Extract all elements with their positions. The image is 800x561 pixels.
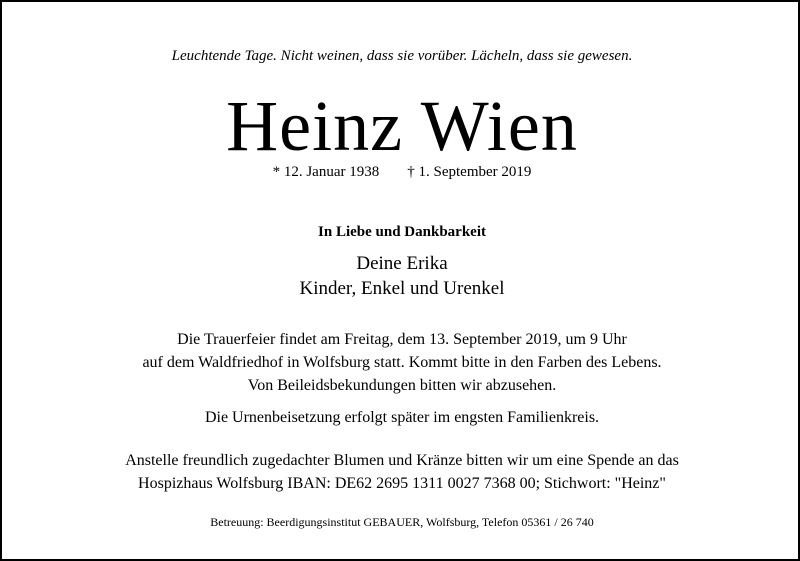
donation-line-2: Hospizhaus Wolfsburg IBAN: DE62 2695 1311 0027 7368 00; Stichwort: "Heinz" [138, 475, 666, 492]
death-date: † 1. September 2019 [407, 164, 532, 180]
donation-line-1: Anstelle freundlich zugedachter Blumen und Kränze bitten wir um eine Spende an das [125, 452, 679, 469]
dedication: In Liebe und Dankbarkeit [318, 224, 486, 240]
ceremony-line-2: auf dem Waldfriedhof in Wolfsburg statt. Kommt bitte in den Farben des Lebens. [142, 354, 662, 371]
motto: Leuchtende Tage. Nicht weinen, dass sie vorüber. Lächeln, dass sie gewesen. [171, 48, 633, 64]
family-line-children: Kinder, Enkel und Urenkel [299, 278, 505, 299]
burial-notice: Die Urnenbeisetzung erfolgt später im engsten Familienkreis. [204, 409, 600, 426]
funeral-home-footer: Betreuung: Beerdigungsinstitut GEBAUER, Wolfsburg, Telefon 05361 / 26 740 [210, 515, 594, 529]
ceremony-line-1: Die Trauerfeier findet am Freitag, dem 13. September 2019, um 9 Uhr [177, 331, 627, 348]
deceased-name: Heinz Wien [226, 86, 578, 166]
family-line-wife: Deine Erika [356, 253, 448, 274]
ceremony-line-3: Von Beileidsbekundungen bitten wir abzusehen. [247, 377, 557, 394]
life-dates [2, 162, 800, 182]
birth-date: * 12. Januar 1938 [272, 164, 380, 180]
